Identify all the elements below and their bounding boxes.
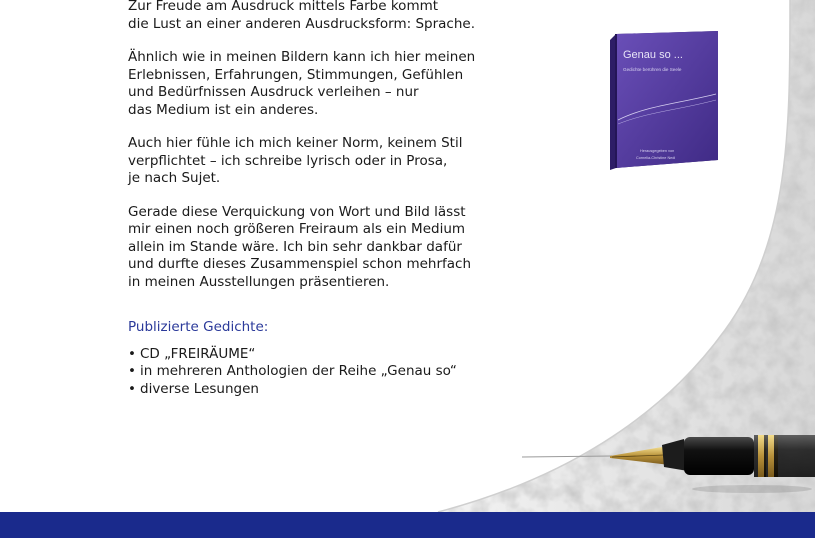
- text-line: mir einen noch größeren Freiraum als ein Medium: [128, 221, 466, 237]
- text-line: verpflichtet – ich schreibe lyrisch oder in Prosa,: [128, 152, 448, 169]
- book-title: Genau so ...: [623, 49, 683, 61]
- text-line: und durfte dieses Zusammenspiel schon mehrfach: [128, 256, 472, 272]
- list-item: • in mehreren Anthologien der Reihe „Genau so“: [128, 363, 508, 381]
- list-item: • CD „FREIRÄUME“: [128, 346, 508, 364]
- text-line: Auch hier fühle ich mich keiner Norm, keinem Stil: [128, 135, 463, 151]
- text-line: in meinen Ausstellungen präsentieren.: [128, 273, 390, 290]
- publications-list: [128, 346, 508, 399]
- text-line: Zur Freude am Ausdruck mittels Farbe kommt: [128, 0, 439, 14]
- fountain-pen-image: [512, 425, 815, 500]
- text-content: [128, 0, 508, 398]
- book-cover-image: [606, 28, 722, 172]
- intro-paragraph: [128, 0, 508, 33]
- paragraph-style: [128, 135, 508, 188]
- paragraph-expression: [128, 49, 508, 119]
- book-editor-line: Herausgegeben von: [640, 149, 675, 153]
- text-line: und Bedürfnissen Ausdruck verleihen – nur: [128, 84, 419, 100]
- text-line: Ähnlich wie in meinen Bildern kann ich hier meinen: [128, 49, 476, 65]
- publications-heading: Publizierte Gedichte:: [128, 319, 269, 335]
- list-item: • diverse Lesungen: [128, 381, 508, 399]
- text-line: allein im Stande wäre. Ich bin sehr dankbar dafür: [128, 238, 462, 255]
- book-subtitle: Gedichte berühren die Seele: [623, 67, 682, 72]
- text-line: Erlebnissen, Erfahrungen, Stimmungen, Gefühlen: [128, 66, 464, 83]
- text-line: Gerade diese Verquickung von Wort und Bild lässt: [128, 203, 466, 220]
- paragraph-word-and-image: [128, 204, 508, 292]
- book-editor-name: Cornelia-Christine Nedi: [636, 156, 676, 160]
- text-line: je nach Sujet.: [128, 170, 221, 186]
- text-line: das Medium ist ein anderes.: [128, 101, 319, 118]
- footer-bar: [0, 512, 815, 538]
- text-line: die Lust an einer anderen Ausdrucksform: Sprache.: [128, 15, 475, 32]
